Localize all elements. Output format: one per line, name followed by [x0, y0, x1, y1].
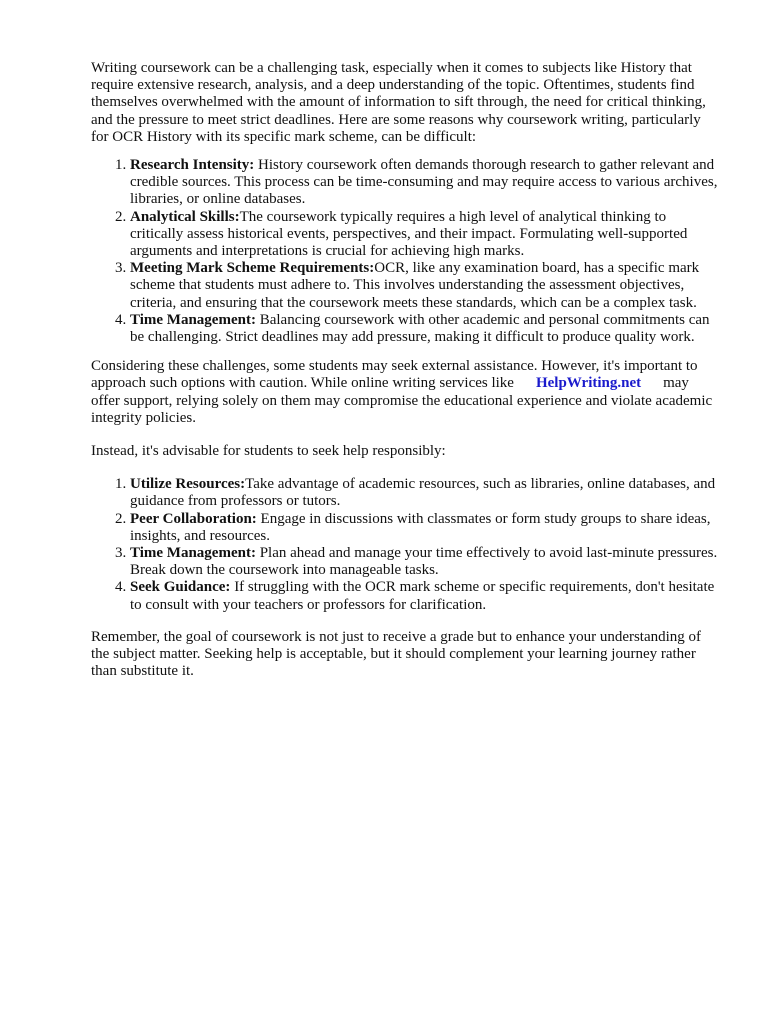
helpwriting-link[interactable]: HelpWriting.net: [535, 375, 642, 392]
list-item-term: Time Management:: [130, 545, 256, 562]
list-item-text: Take advantage of academic resources, such as libraries, online databases, and guidance from professors or tutors.: [130, 476, 716, 510]
remember-paragraph: Remember, the goal of coursework is not just to receive a grade but to enhance your understanding of the subject matter. Seeking help is acceptable, but it should complement your learning journey rather than substitute it.: [91, 628, 702, 680]
list-item-text: Engage in discussions with classmates or form study groups to share ideas, insights, and resources.: [130, 510, 711, 544]
list-item-text: History coursework often demands thorough research to gather relevant and credible sources. This process can be time-consuming and may require access to various archives, libraries, or online databases.: [130, 157, 718, 208]
list-item-text: If struggling with the OCR mark scheme or specific requirements, don't hesitate to consult with your teachers or professors for clarification.: [130, 579, 715, 613]
list-item: [130, 312, 721, 346]
list-item: [130, 511, 721, 545]
list-item: [130, 157, 721, 209]
intro-paragraph: Writing coursework can be a challenging task, especially when it comes to subjects like History that require extensive research, analysis, and a deep understanding of the topic. Oftentimes, students find themselves overwhelmed with the amount of information to sift through, the need for critical thinking, and the pressure to meet strict deadlines. Here are some reasons why coursework writing, particularly for OCR History with its specific mark scheme, can be difficult:: [91, 60, 706, 145]
list-item: [130, 579, 721, 613]
list-item-text: Plan ahead and manage your time effectively to avoid last-minute pressures. Break down the coursework into manageable tasks.: [130, 545, 718, 579]
list-item-term: Time Management:: [130, 311, 256, 328]
list-item-text: OCR, like any examination board, has a specific mark scheme that students must adhere to. This involves understanding the assessment objectives, criteria, and ensuring that the coursework meets these standards, which can be a complex task.: [130, 260, 700, 311]
list-item: [130, 545, 721, 579]
list-item-term: Seek Guidance:: [130, 579, 231, 596]
document-page: [91, 60, 721, 681]
list-item-text: The coursework typically requires a high level of analytical thinking to critically assess historical events, perspectives, and their impact. Formulating well-supported arguments and interpretations is crucial for achieving high marks.: [130, 208, 688, 260]
reasons-list: [91, 157, 721, 346]
list-item-term: Utilize Resources:: [130, 476, 246, 493]
tips-list: [91, 476, 721, 614]
list-item-term: Meeting Mark Scheme Requirements:: [130, 260, 375, 277]
instead-paragraph: Instead, it's advisable for students to seek help responsibly:: [91, 443, 446, 460]
list-item: [130, 209, 721, 261]
list-item-term: Peer Collaboration:: [130, 510, 257, 527]
list-item-text: Balancing coursework with other academic and personal commitments can be challenging. Strict deadlines may add pressure, making it difficult to produce quality work.: [130, 311, 710, 346]
considering-paragraph: [91, 358, 721, 427]
list-item: [130, 260, 721, 312]
list-item: [130, 476, 721, 510]
considering-text-before: Considering these challenges, some students may seek external assistance. However, it's important to approach such options with caution. While online writing services like: [91, 358, 698, 392]
list-item-term: Research Intensity:: [130, 157, 255, 174]
list-item-term: Analytical Skills:: [130, 208, 240, 225]
considering-text-after: may offer support, relying solely on them may compromise the educational experience and violate academic integrity policies.: [91, 375, 713, 426]
